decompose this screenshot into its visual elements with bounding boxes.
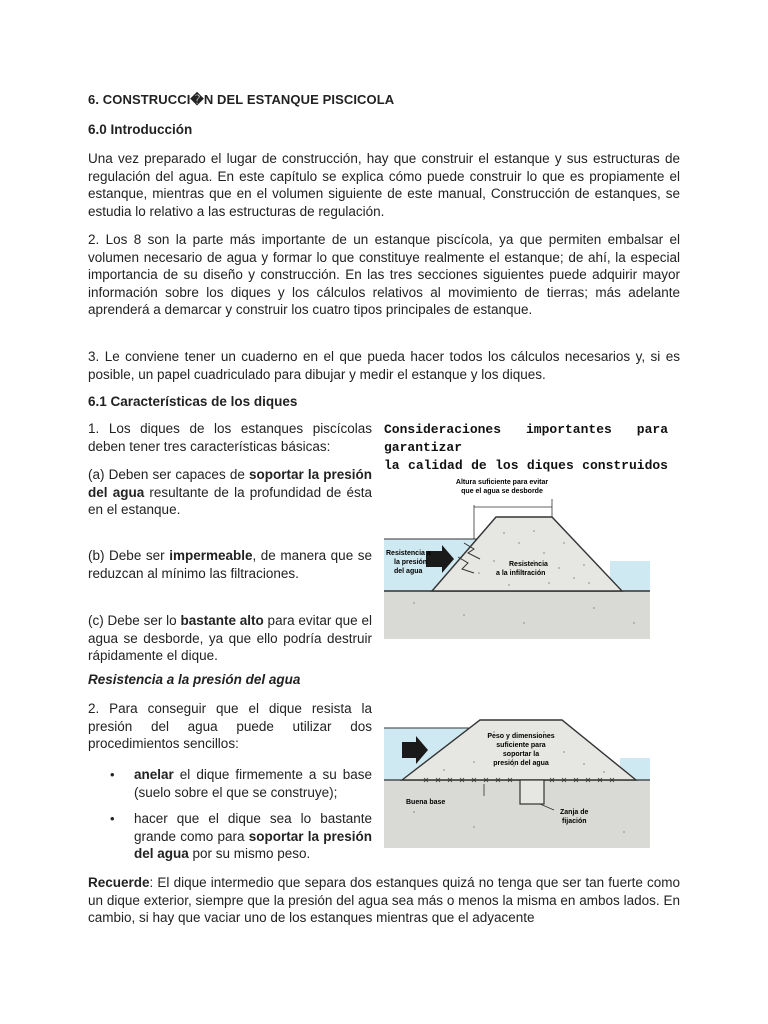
intro-paragraph-3: 3. Le conviene tener un cuaderno en el que pueda hacer todos los cálculos necesarios y, si es posible, un papel cuadriculado para dibujar y medir el estanque y los diques. (88, 349, 680, 382)
characteristic-b: (b) Debe ser impermeable, de manera que se reduzcan al mínimo las filtraciones. (88, 548, 373, 581)
section-heading-6-1: 6.1 Características de los diques (88, 394, 298, 409)
dike-characteristics-figure (384, 473, 650, 639)
section-heading-6-0: 6.0 Introducción (88, 122, 193, 137)
figure1-label-left3: del agua (394, 568, 423, 575)
remember-paragraph: Recuerde: El dique intermedio que separa dos estanques quizá no tenga que ser tan fuerte como un dique exterior, siempre que la presión del agua sea más o menos la misma en ambos lados. En cambio, si hay que vaciar uno de los estanques mientras que el adyacente (88, 875, 680, 925)
figure2-label-base: Buena base (406, 799, 446, 806)
document-title: 6. CONSTRUCCI�N DEL ESTANQUE PISCICOLA (88, 92, 395, 107)
figure2-label-zanja2: fijación (562, 818, 587, 825)
characteristic-b-bold: impermeable (169, 548, 253, 563)
resistance-heading: Resistencia a la presión del agua (88, 672, 301, 687)
figure1-label-right1: Resistencia (509, 561, 548, 568)
considerations-line-2: garantizar (384, 440, 463, 455)
figure2-label-top1: Peso y dimensiones (487, 733, 555, 740)
intro-paragraph-1: Una vez preparado el lugar de construcción, hay que construir el estanque y sus estructuras de regulación del agua. En este capítulo se explica cómo puede construir lo que es propiamente el estanque, mientras que en el volumen siguiente de este manual, Construcción de estanques, se estudia lo relativo a las estructuras de regulación. (88, 151, 680, 219)
list-item: • hacer que el dique sea lo bastante grande como para soportar la presión del agua por su mismo peso. (88, 810, 372, 863)
resistance-list (88, 766, 372, 872)
characteristic-c: (c) Debe ser lo bastante alto para evitar que el agua se desborde, ya que ello podría destruir rápidamente el dique. (88, 613, 372, 663)
figure2-label-top4: presión del agua (493, 760, 549, 767)
figure1-label-left1: Resistencia a (386, 550, 431, 557)
figure1-label-top1: Altura suficiente para evitar (455, 479, 549, 486)
considerations-line-1: Consideraciones importantes para (384, 422, 668, 437)
ground-layer (384, 591, 650, 639)
list-item: • anelar el dique firmemente a su base (suelo sobre el que se construye); (88, 766, 372, 801)
anchor-trench (520, 780, 544, 804)
figure1-label-right2: a la infiltración (496, 570, 546, 577)
figure2-label-top3: soportar la (502, 751, 540, 758)
characteristic-a: (a) Deben ser capaces de soportar la presión del agua resultante de la profundidad de ésta en el estanque. (88, 467, 372, 517)
figure1-label-top2: que el agua se desborde (461, 488, 543, 495)
remember-label: Recuerde (88, 875, 150, 890)
characteristic-a-bold: soportar la presión del agua (88, 467, 372, 500)
intro-paragraph-2: 2. Los 8 son la parte más importante de un estanque piscícola, ya que permiten embalsar el volumen necesario de agua y formar lo que constituye realmente el estanque; de ahí, la especial importancia de su diseño y construcción. En las tres secciones siguientes puede adquirir mayor información sobre los diques y los cálculos relativos al movimiento de tierras; más adelante aprenderá a demarcar y construir los cuatro tipos principales de estanque. (88, 232, 680, 317)
ground-layer (384, 780, 650, 848)
considerations-line-3: la calidad de los diques construidos (384, 458, 668, 473)
characteristics-intro: 1. Los diques de los estanques piscícolas deben tener tres características básicas: (88, 421, 372, 454)
characteristic-c-bold: bastante alto (180, 613, 264, 628)
figure2-label-zanja1: Zanja de (560, 809, 589, 816)
resistance-paragraph: 2. Para conseguir que el dique resista la presión del agua puede utilizar dos procedimientos sencillos: (88, 701, 372, 751)
dike-anchoring-figure (384, 702, 650, 848)
figure1-label-left2: la presión (394, 559, 428, 566)
figure2-label-top2: suficiente para (496, 742, 546, 749)
